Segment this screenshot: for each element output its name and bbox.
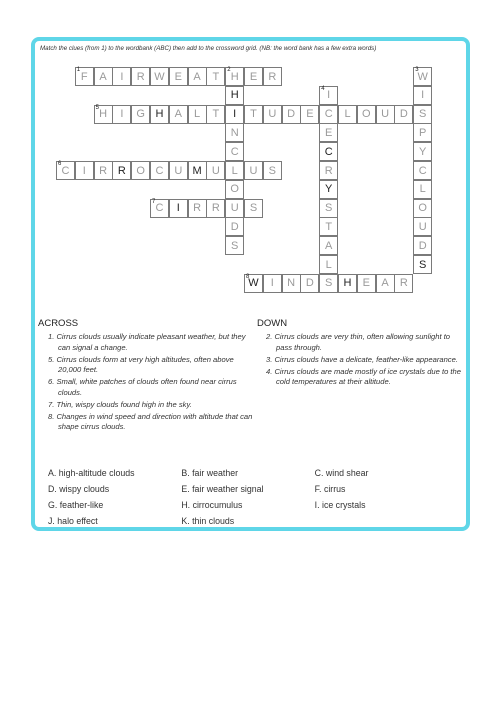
grid-cell[interactable] xyxy=(244,274,263,293)
cell-letter: S xyxy=(325,202,333,215)
grid-cell[interactable] xyxy=(300,274,319,293)
grid-cell[interactable] xyxy=(319,217,338,236)
grid-cell[interactable] xyxy=(206,199,225,218)
grid-cell[interactable] xyxy=(319,236,338,255)
cell-letter: S xyxy=(419,108,427,121)
grid-cell[interactable] xyxy=(244,105,263,124)
word-bank-row xyxy=(48,516,448,532)
cell-letter: R xyxy=(99,164,108,177)
grid-cell[interactable] xyxy=(188,67,207,86)
grid-cell[interactable] xyxy=(94,67,113,86)
cell-letter: C xyxy=(61,164,70,177)
cell-letter: O xyxy=(418,202,427,215)
cell-letter: T xyxy=(325,220,333,233)
grid-cell[interactable] xyxy=(394,105,413,124)
cell-letter: S xyxy=(249,202,258,215)
grid-cell[interactable] xyxy=(131,161,150,180)
cell-letter: U xyxy=(268,108,277,121)
clue-number: 6 xyxy=(58,161,62,167)
down-title: DOWN xyxy=(257,318,288,329)
cell-letter: H xyxy=(343,277,352,290)
cell-letter: A xyxy=(381,277,389,290)
cell-letter: U xyxy=(211,164,220,177)
clue-number: 1 xyxy=(76,67,81,73)
grid-cell[interactable] xyxy=(263,161,282,180)
down-clue: 2. Cirrus clouds are very thin, often allowing sunlight to pass through. xyxy=(266,332,451,352)
cell-letter: T xyxy=(212,108,220,121)
grid-cell[interactable] xyxy=(338,105,357,124)
word-bank-item: G. feather-like xyxy=(48,500,104,510)
grid-cell[interactable] xyxy=(225,161,244,180)
grid-cell[interactable] xyxy=(56,161,75,180)
cell-letter: H xyxy=(155,108,164,121)
across-clue: 5. Cirrus clouds form at very high altitudes, often above 20,000 feet. xyxy=(48,354,234,374)
cell-letter: L xyxy=(194,108,201,121)
cell-letter: L xyxy=(325,258,332,271)
grid-cell[interactable] xyxy=(225,236,244,255)
down-clue: 4. Cirrus clouds are made mostly of ice crystals due to the cold temperatures at their altitude. xyxy=(266,366,461,386)
grid-cell[interactable] xyxy=(131,67,150,86)
instructions: Match the clues (from 1) to the wordbank (ABC) then add to the crossword grid. (NB: the word bank has a few extra words) xyxy=(40,45,377,52)
cell-letter: E xyxy=(174,70,182,83)
grid-cell[interactable] xyxy=(319,255,338,274)
grid-cell[interactable] xyxy=(413,86,432,105)
cell-letter: R xyxy=(136,70,145,83)
grid-cell[interactable] xyxy=(413,255,432,274)
grid-cell[interactable] xyxy=(357,105,376,124)
cell-letter: O xyxy=(362,108,371,121)
cell-letter: P xyxy=(419,126,427,139)
grid-cell[interactable] xyxy=(169,67,188,86)
clue-number: 8 xyxy=(246,273,250,280)
cell-letter: I xyxy=(270,277,274,290)
grid-cell[interactable] xyxy=(282,274,301,293)
cell-letter: C xyxy=(324,108,333,121)
word-bank-item: F. cirrus xyxy=(314,484,346,494)
grid-cell[interactable] xyxy=(413,161,432,180)
cell-letter: N xyxy=(230,126,239,139)
cell-letter: D xyxy=(287,108,296,121)
cell-letter: W xyxy=(248,277,259,290)
cell-letter: O xyxy=(136,164,145,177)
cell-letter: W xyxy=(417,70,428,83)
grid-cell[interactable] xyxy=(319,86,338,105)
cell-letter: H xyxy=(99,108,108,121)
cell-letter: I xyxy=(120,108,124,121)
word-bank-item: C. wind shear xyxy=(314,468,369,478)
cell-letter: R xyxy=(117,164,126,177)
cell-letter: E xyxy=(325,126,333,139)
grid-cell[interactable] xyxy=(263,67,282,86)
cell-letter: U xyxy=(230,202,239,215)
grid-cell[interactable] xyxy=(244,161,263,180)
cell-letter: I xyxy=(82,164,86,177)
grid-cell[interactable] xyxy=(338,274,357,293)
across-clue: 1. Cirrus clouds usually indicate pleasant weather, but they can signal a change. xyxy=(48,332,246,352)
cell-letter: Y xyxy=(325,183,333,196)
grid-cell[interactable] xyxy=(169,105,188,124)
cell-letter: R xyxy=(268,70,277,83)
cell-letter: H xyxy=(230,89,239,102)
grid-cell[interactable] xyxy=(413,123,432,142)
grid-cell[interactable] xyxy=(319,180,338,199)
grid-cell[interactable] xyxy=(244,67,263,86)
word-bank-item: I. ice crystals xyxy=(314,500,366,510)
grid-cell[interactable] xyxy=(112,105,131,124)
grid-cell[interactable] xyxy=(150,161,169,180)
grid-cell[interactable] xyxy=(225,67,244,86)
cell-letter: U xyxy=(381,108,390,121)
grid-cell[interactable] xyxy=(225,105,244,124)
cell-letter: E xyxy=(249,70,258,83)
cell-letter: L xyxy=(231,164,238,177)
grid-cell[interactable] xyxy=(319,142,338,161)
cell-letter: R xyxy=(399,277,408,290)
grid-cell[interactable] xyxy=(319,123,338,142)
across-clue: 7. Thin, wispy clouds found high in the sky. xyxy=(48,399,192,409)
across-clue: 6. Small, white patches of clouds often found near cirrus clouds. xyxy=(48,377,237,397)
grid-cell[interactable] xyxy=(413,180,432,199)
cell-letter: S xyxy=(231,239,239,252)
cell-letter: L xyxy=(419,183,426,196)
grid-cell[interactable] xyxy=(413,217,432,236)
grid-cell[interactable] xyxy=(244,199,263,218)
grid-cell[interactable] xyxy=(413,199,432,218)
word-bank-item: B. fair weather xyxy=(181,468,239,478)
cell-letter: I xyxy=(120,70,124,83)
grid-cell[interactable] xyxy=(319,199,338,218)
down-clue: 3. Cirrus clouds have a delicate, feather-like appearance. xyxy=(266,354,458,364)
across-clues xyxy=(46,332,256,434)
grid-cell[interactable] xyxy=(394,274,413,293)
word-bank xyxy=(48,468,448,532)
cell-letter: A xyxy=(99,70,107,83)
cell-letter: F xyxy=(80,70,88,83)
clue-number: 4 xyxy=(321,85,325,92)
grid-cell[interactable] xyxy=(319,274,338,293)
grid-cell[interactable] xyxy=(225,180,244,199)
cell-letter: T xyxy=(212,70,220,83)
cell-letter: R xyxy=(324,164,333,177)
grid-cell[interactable] xyxy=(169,199,188,218)
cell-letter: I xyxy=(176,202,180,215)
cell-letter: N xyxy=(287,277,296,290)
grid-cell[interactable] xyxy=(357,274,376,293)
cell-letter: C xyxy=(155,164,164,177)
grid-cell[interactable] xyxy=(413,236,432,255)
cell-letter: I xyxy=(421,89,425,102)
cell-letter: A xyxy=(174,108,182,121)
grid-cell[interactable] xyxy=(319,105,338,124)
grid-cell[interactable] xyxy=(300,105,319,124)
grid-cell[interactable] xyxy=(413,142,432,161)
across-clue: 8. Changes in wind speed and direction with altitude that can shape cirrus clouds. xyxy=(48,411,253,431)
word-bank-row xyxy=(48,484,448,500)
clue-number: 3 xyxy=(415,67,419,73)
grid-cell[interactable] xyxy=(225,86,244,105)
grid-cell[interactable] xyxy=(263,274,282,293)
across-title: ACROSS xyxy=(38,318,79,329)
grid-cell[interactable] xyxy=(94,105,113,124)
cell-letter: U xyxy=(249,164,258,177)
grid-cell[interactable] xyxy=(188,199,207,218)
grid-cell[interactable] xyxy=(112,67,131,86)
cell-letter: A xyxy=(325,239,333,252)
grid-cell[interactable] xyxy=(225,123,244,142)
grid-cell[interactable] xyxy=(282,105,301,124)
cell-letter: A xyxy=(193,70,201,83)
grid-cell[interactable] xyxy=(376,105,395,124)
grid-cell[interactable] xyxy=(413,67,432,86)
grid-cell[interactable] xyxy=(131,105,150,124)
cell-letter: C xyxy=(324,145,333,158)
grid-cell[interactable] xyxy=(263,105,282,124)
grid-cell[interactable] xyxy=(206,161,225,180)
clue-number: 5 xyxy=(95,104,99,111)
cell-letter: O xyxy=(230,183,239,196)
word-bank-row xyxy=(48,468,448,484)
word-bank-row xyxy=(48,500,448,516)
cell-letter: D xyxy=(230,220,239,233)
grid-cell[interactable] xyxy=(206,105,225,124)
cell-letter: M xyxy=(192,164,202,177)
grid-cell[interactable] xyxy=(376,274,395,293)
grid-cell[interactable] xyxy=(319,161,338,180)
clue-number: 7 xyxy=(152,198,156,205)
grid-cell[interactable] xyxy=(188,105,207,124)
cell-letter: U xyxy=(418,220,427,233)
cell-letter: S xyxy=(268,164,276,177)
cell-letter: C xyxy=(155,202,164,215)
cell-letter: E xyxy=(362,277,370,290)
grid-cell[interactable] xyxy=(413,105,432,124)
grid-cell[interactable] xyxy=(150,199,169,218)
cell-letter: T xyxy=(250,108,257,121)
cell-letter: G xyxy=(136,108,145,121)
grid-cell[interactable] xyxy=(169,161,188,180)
grid-cell[interactable] xyxy=(150,105,169,124)
cell-letter: C xyxy=(230,145,239,158)
down-clues xyxy=(264,332,464,389)
cell-letter: H xyxy=(230,70,239,83)
crossword-grid xyxy=(0,0,500,320)
cell-letter: R xyxy=(211,202,220,215)
word-bank-item: J. halo effect xyxy=(48,516,98,526)
cell-letter: I xyxy=(327,89,331,102)
cell-letter: U xyxy=(174,164,183,177)
word-bank-item: E. fair weather signal xyxy=(181,484,264,494)
cell-letter: E xyxy=(306,108,314,121)
word-bank-item: H. cirrocumulus xyxy=(181,500,243,510)
grid-cell[interactable] xyxy=(206,67,225,86)
cell-letter: S xyxy=(419,258,427,271)
cell-letter: Y xyxy=(419,145,427,158)
grid-cell[interactable] xyxy=(225,142,244,161)
cell-letter: R xyxy=(193,202,202,215)
grid-cell[interactable] xyxy=(112,161,131,180)
clue-number: 2 xyxy=(227,67,231,73)
cell-letter: C xyxy=(418,164,427,177)
grid-cell[interactable] xyxy=(75,161,94,180)
word-bank-item: K. thin clouds xyxy=(181,516,235,526)
grid-cell[interactable] xyxy=(188,161,207,180)
grid-cell[interactable] xyxy=(225,217,244,236)
cell-letter: L xyxy=(344,108,351,121)
word-bank-item: A. high-altitude clouds xyxy=(48,468,135,478)
word-bank-item: D. wispy clouds xyxy=(48,484,110,494)
grid-cell[interactable] xyxy=(75,67,94,86)
cell-letter: I xyxy=(233,108,237,121)
cell-letter: D xyxy=(418,239,427,252)
cell-letter: D xyxy=(399,108,408,121)
grid-cell[interactable] xyxy=(225,199,244,218)
cell-letter: D xyxy=(305,277,314,290)
cell-letter: S xyxy=(325,277,333,290)
grid-cell[interactable] xyxy=(150,67,169,86)
word-bank-item xyxy=(315,516,448,532)
cell-letter: W xyxy=(154,70,165,83)
grid-cell[interactable] xyxy=(94,161,113,180)
